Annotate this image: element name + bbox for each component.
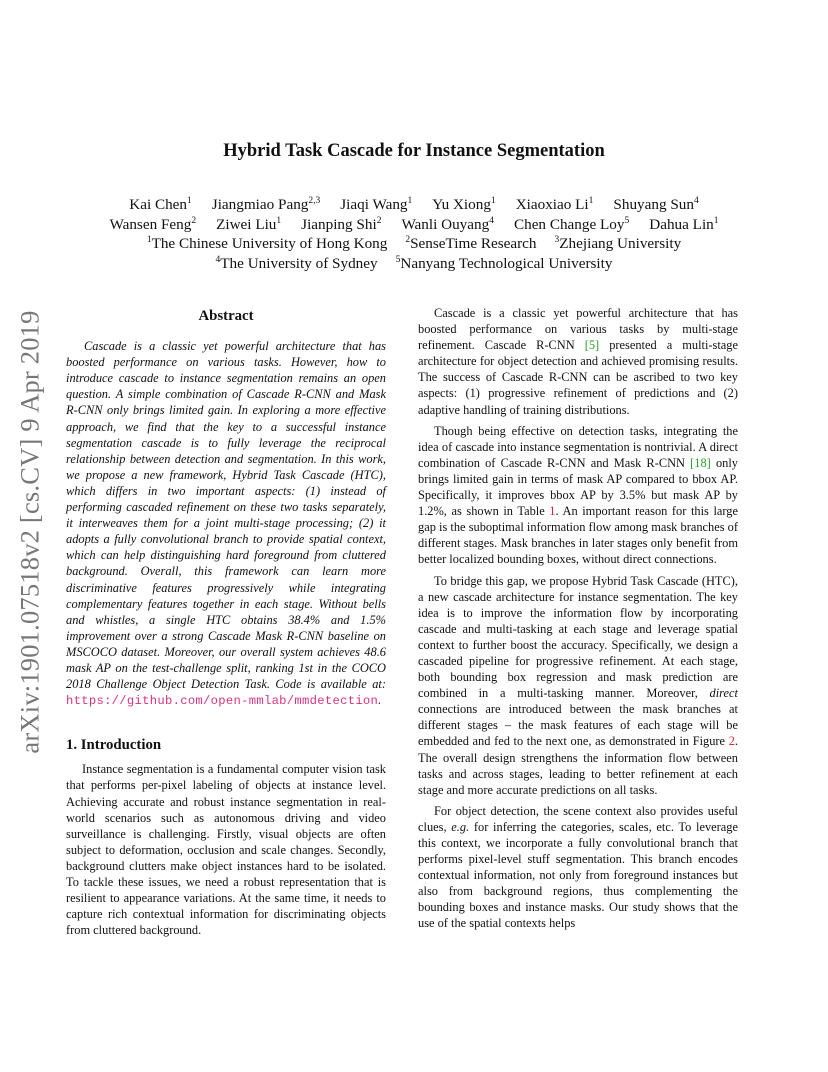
superscript-mark: 2,3 — [308, 196, 321, 206]
superscript-mark: 1 — [490, 196, 496, 206]
text-span: For object detection, the scene context also provides useful clues, — [418, 803, 738, 834]
intro-paragraph-1: Instance segmentation is a fundamental computer vision task that performs per-pixel labeling of objects at instance level. Achieving accurate and robust instance segmentation in real-world scenarios such as autonomous driving and video surveillance is challenging. Firstly, visual objects are often subject to deformation, occlusion and scale changes. Secondly, background clutters make object instances hard to be isolated. To tackle these issues, we need a robust representation that is resilient to appearance variations. At the same time, it needs to capture rich contextual information for discriminating objects from cluttered background. — [66, 762, 386, 938]
text-span: connections are introduced between the mask branches at different stages – the mask features of each stage will be embedded and fed to the next one, as demonstrated in Figure — [418, 702, 738, 749]
right-paragraph-2 — [418, 423, 738, 568]
author-name: Jianping Shi$^2$ — [301, 215, 382, 233]
author-name: Yu Xiong$^1$ — [432, 196, 496, 213]
superscript-mark: 2 — [191, 215, 197, 226]
superscript-mark: 5 — [624, 215, 630, 226]
superscript-mark: 1 — [407, 196, 413, 206]
superscript-mark: 5 — [395, 254, 401, 265]
table-ref-link[interactable]: 1 — [549, 504, 556, 519]
text-span: Though being effective on detection tasks, integrating the idea of cascade into instance segmentation is nontrivial. A direct combination of Cascade R-CNN and Mask R-CNN — [418, 423, 738, 470]
right-paragraph-4 — [418, 803, 738, 932]
affiliation: $^5$Nanyang Technological University — [395, 254, 613, 272]
abstract-end: . — [378, 693, 382, 708]
superscript-mark: 1 — [713, 215, 719, 226]
superscript-mark: 4 — [215, 254, 221, 265]
authors-line-2 — [40, 215, 788, 235]
author-name: Chen Change Loy$^5$ — [513, 215, 630, 233]
author-name: Dahua Lin$^1$ — [649, 215, 719, 233]
text-span: for inferring the categories, scales, etc. To leverage this context, we incorporate a fully convolutional branch that performs pixel-level stuff segmentation. This branch encodes contextual information, not only from foreground instances but also from background regions, thus complementing the bounding boxes and instance masks. Our study shows that the use of the spatial contexts helps — [418, 819, 739, 931]
affiliation: $^2$SenseTime Research — [405, 235, 537, 252]
text-span: presented a multi-stage architecture for object detection and achieved promising results. The success of Cascade R-CNN can be ascribed to two key aspects: (1) progressive refinement of predictions and (2) adaptive handling of training distributions. — [418, 338, 739, 417]
superscript-mark: 4 — [694, 196, 699, 206]
emphasis: direct — [709, 686, 738, 701]
right-column — [418, 305, 738, 937]
figure-ref-link[interactable]: 2 — [728, 734, 735, 749]
affiliations-line-1 — [40, 234, 788, 254]
superscript-mark: 1 — [187, 196, 192, 206]
code-link[interactable]: https://github.com/open-mmlab/mmdetection — [66, 694, 379, 709]
affiliations-line-2 — [40, 254, 788, 274]
author-name: Shuyang Sun$^4$ — [613, 196, 699, 213]
author-name: Kai Chen$^1$ — [129, 196, 192, 213]
author-name: Wansen Feng$^2$ — [109, 215, 197, 233]
author-name: Xiaoxiao Li$^1$ — [515, 196, 594, 213]
author-block — [40, 195, 788, 273]
introduction-heading: 1. Introduction — [66, 737, 162, 754]
superscript-mark: 2 — [376, 215, 382, 226]
arxiv-sidebar-stamp — [0, 292, 60, 772]
right-paragraph-1 — [418, 305, 738, 418]
text-span: only brings limited gain in terms of mask AP compared to bbox AP. Specifically, it improves bbox AP by 3.5% but mask AP by 1.2%, as shown in Table — [418, 455, 738, 519]
citation-link[interactable]: [5] — [584, 338, 600, 353]
authors-line-1 — [40, 195, 788, 215]
arxiv-id: arXiv:1901.07518v2 [cs.CV] 9 Apr 2019 — [14, 310, 45, 754]
author-name: Wanli Ouyang$^4$ — [401, 215, 494, 233]
text-span: To bridge this gap, we propose Hybrid Task Cascade (HTC), a new cascade architecture for instance segmentation. The key idea is to improve the information flow by incorporating cascade and multi-tasking at each stage and leverage spatial context to further boost the accuracy. Specifically, we design a cascaded pipeline for progressive refinement. At each stage, both bounding box regression and mask prediction are combined in a multi-tasking manner. Moreover, — [418, 573, 738, 701]
author-name: Jiangmiao Pang$^{2,3}$ — [211, 196, 321, 213]
affiliation: $^4$The University of Sydney — [215, 254, 378, 272]
text-span: Cascade is a classic yet powerful architecture that has boosted performance on various tasks by multi-stage refinement. Cascade R-CNN — [418, 306, 738, 353]
abstract-text — [66, 338, 386, 709]
left-column — [66, 305, 386, 943]
abstract-body: Cascade is a classic yet powerful architecture that has boosted performance on various tasks. However, how to introduce cascade to instance segmentation remains an open question. A simple combination of Cascade R-CNN and Mask R-CNN only brings limited gain. In exploring a more effective approach, we find that the key to a successful instance segmentation cascade is to fully leverage the reciprocal relationship between detection and segmentation. In this work, we propose a new framework, Hybrid Task Cascade (HTC), which differs in two important aspects: (1) instead of performing cascaded refinement on these two tasks separately, it interweaves them for a joint multi-stage processing; (2) it adopts a fully convolutional branch to provide spatial context, which can help distinguishing hard foreground from cluttered background. Overall, this framework can learn more discriminative features progressively while integrating complementary features together in each stage. Without bells and whistles, a single HTC obtains 38.4% and 1.5% improvement over a strong Cascade Mask R-CNN baseline on MSCOCO dataset. Moreover, our overall system achieves 48.6 mask AP on the test-challenge split, ranking 1st in the COCO 2018 Challenge Object Detection Task. Code is available at: — [66, 339, 386, 692]
text-span: . The overall design strengthens the information flow between tasks and across stages, leading to better refinement at each stage and more accurate predictions on all tasks. — [418, 734, 738, 797]
superscript-mark: 4 — [489, 215, 494, 226]
author-name: Jiaqi Wang$^1$ — [340, 196, 413, 213]
affiliation: $^3$Zhejiang University — [554, 235, 682, 252]
superscript-mark: 1 — [276, 215, 282, 226]
text-span: . An important reason for this large gap is the suboptimal information flow among mask branches of different stages. Mask branches in later stages only benefit from better localized bounding boxes, without direct connections. — [418, 504, 739, 567]
superscript-mark: 3 — [554, 235, 560, 245]
abstract-heading: Abstract — [198, 308, 254, 324]
superscript-mark: 1 — [146, 235, 152, 245]
citation-link[interactable]: [18] — [690, 455, 711, 470]
right-paragraph-3 — [418, 573, 738, 798]
superscript-mark: 2 — [405, 235, 411, 245]
paper-title: Hybrid Task Cascade for Instance Segmentation — [223, 141, 605, 161]
affiliation: $^1$The Chinese University of Hong Kong — [146, 235, 388, 252]
author-name: Ziwei Liu$^1$ — [216, 215, 282, 233]
emphasis: e.g. — [451, 819, 470, 834]
superscript-mark: 1 — [588, 196, 594, 206]
